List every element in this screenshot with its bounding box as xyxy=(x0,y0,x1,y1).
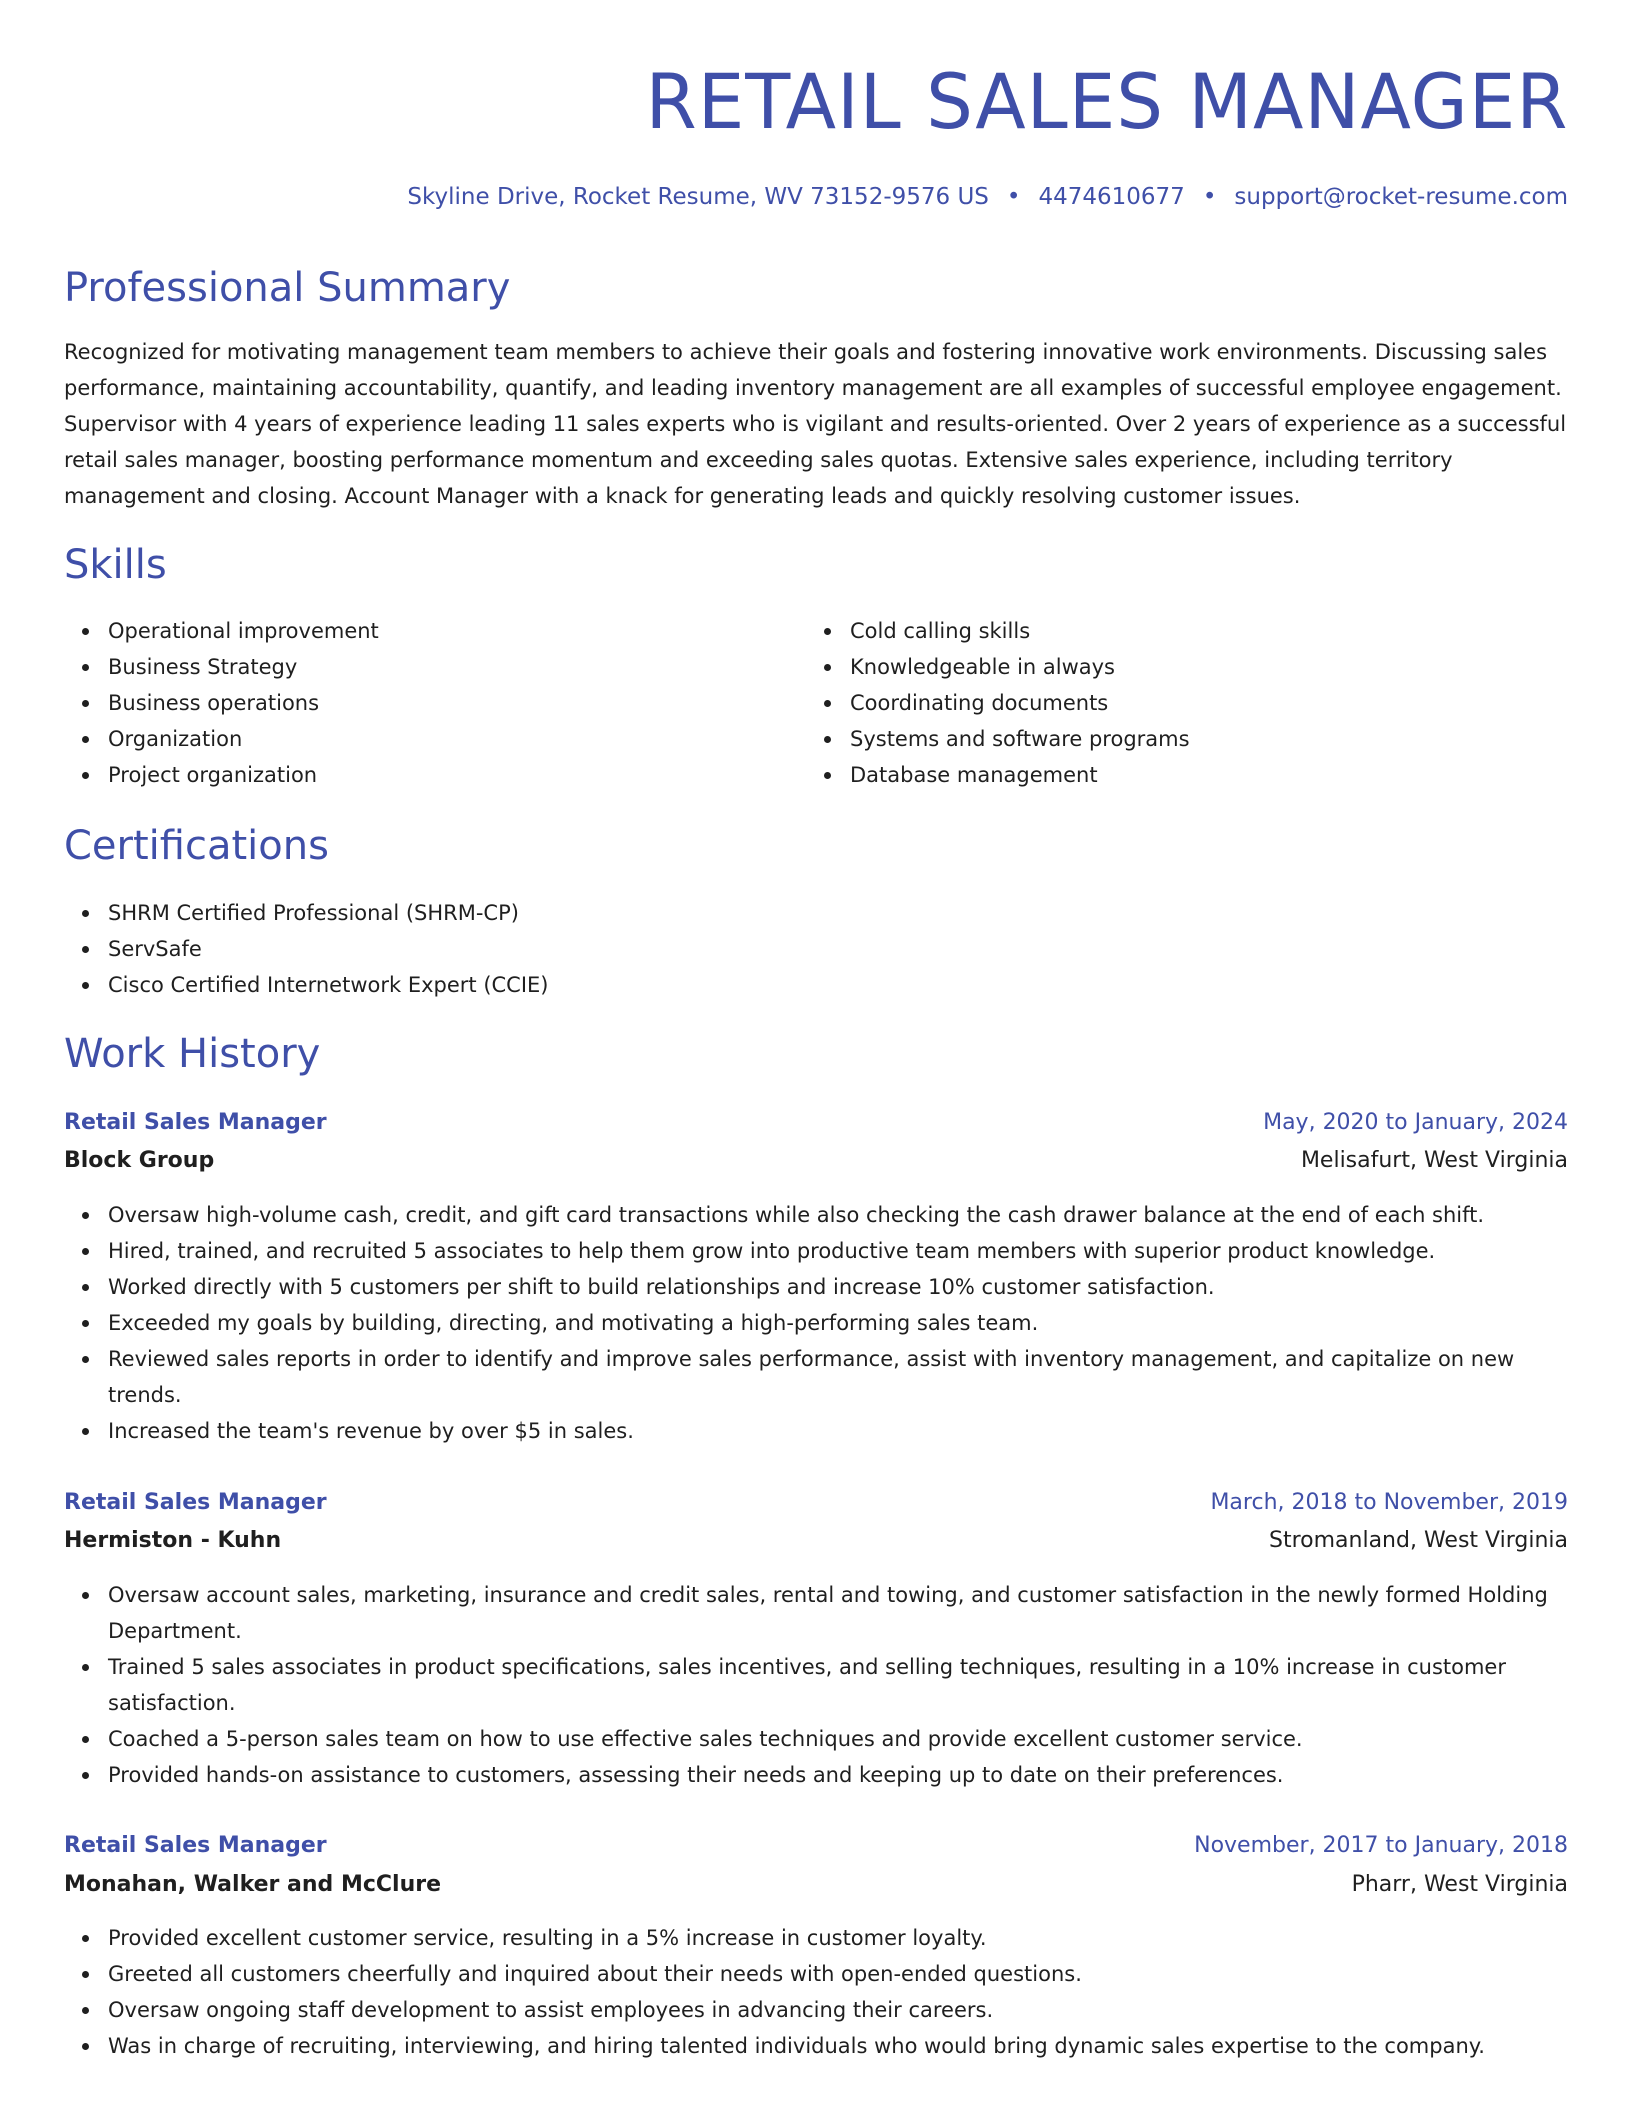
contact-separator: • xyxy=(1006,184,1021,210)
job-bullets xyxy=(64,1920,1568,2064)
summary-text: Recognized for motivating management team members to achieve their goals and fostering innovative work environments. Discussing sales performance, maintaining accountability, quantify, and leading inventory management are all examples of successful employee engagement. Supervisor with 4 years of experience leading 11 sales experts who is vigilant and results-oriented. Over 2 years of experience as a successful retail sales manager, boosting performance momentum and exceeding sales quotas. Extensive sales experience, including territory management and closing. Account Manager with a knack for generating leads and quickly resolving customer issues. xyxy=(64,340,1567,508)
job-company: Block Group xyxy=(64,1148,215,1173)
skill-item: Knowledgeable in always xyxy=(850,649,1550,685)
skill-item: Systems and software programs xyxy=(850,721,1550,757)
contact-email[interactable]: support@rocket-resume.com xyxy=(1234,184,1568,210)
job-location: Melisafurt, West Virginia xyxy=(1300,1148,1568,1173)
skills-heading: Skills xyxy=(64,542,167,588)
certifications-list xyxy=(64,895,1568,1003)
skill-item: Organization xyxy=(108,721,808,757)
skill-item: Cold calling skills xyxy=(850,613,1550,649)
skill-item: Business Strategy xyxy=(108,649,808,685)
job-location: Pharr, West Virginia xyxy=(1351,1872,1568,1897)
skill-item: Project organization xyxy=(108,757,808,793)
contact-address: Skyline Drive, Rocket Resume, WV 73152-9576 US xyxy=(407,184,989,210)
job-title-row xyxy=(64,1828,1568,1864)
job-title: Retail Sales Manager xyxy=(64,1110,327,1135)
job-company-row xyxy=(64,1143,1568,1179)
job-bullet: Oversaw account sales, marketing, insurance and credit sales, rental and towing, and customer satisfaction in the newly formed Holding Department. xyxy=(108,1577,1568,1649)
job-bullet: Greeted all customers cheerfully and inquired about their needs with open-ended questions. xyxy=(108,1956,1568,1992)
contact-separator: • xyxy=(1202,184,1217,210)
job-title: Retail Sales Manager xyxy=(64,1490,327,1515)
job-dates: November, 2017 to January, 2018 xyxy=(1194,1833,1568,1858)
certifications-heading: Certifications xyxy=(64,823,329,869)
resume-name: RETAIL SALES MANAGER xyxy=(645,57,1568,146)
job-bullet: Provided hands-on assistance to customers, assessing their needs and keeping up to date on their preferences. xyxy=(108,1757,1568,1793)
job-company: Monahan, Walker and McClure xyxy=(64,1872,442,1897)
job-bullet: Worked directly with 5 customers per shift to build relationships and increase 10% customer satisfaction. xyxy=(108,1269,1568,1305)
job-title: Retail Sales Manager xyxy=(64,1833,327,1858)
skill-item: Operational improvement xyxy=(108,613,808,649)
job-bullet: Oversaw ongoing staff development to assist employees in advancing their careers. xyxy=(108,1992,1568,2028)
skills-list-left xyxy=(64,613,808,793)
job-title-row xyxy=(64,1105,1568,1141)
skill-item: Database management xyxy=(850,757,1550,793)
job-location: Stromanland, West Virginia xyxy=(1269,1528,1568,1553)
job-dates: March, 2018 to November, 2019 xyxy=(1210,1490,1568,1515)
skill-item: Coordinating documents xyxy=(850,685,1550,721)
job-company: Hermiston - Kuhn xyxy=(64,1528,282,1553)
skills-list-right xyxy=(806,613,1550,793)
job-bullet: Provided excellent customer service, resulting in a 5% increase in customer loyalty. xyxy=(108,1920,1568,1956)
job-title-row xyxy=(64,1485,1568,1521)
contact-line xyxy=(407,180,1568,214)
job-bullet: Oversaw high-volume cash, credit, and gift card transactions while also checking the cash drawer balance at the end of each shift. xyxy=(108,1197,1568,1233)
job-dates: May, 2020 to January, 2024 xyxy=(1263,1110,1568,1135)
job-bullets xyxy=(64,1197,1568,1449)
certification-item: Cisco Certified Internetwork Expert (CCIE) xyxy=(108,967,1568,1003)
job-bullet: Exceeded my goals by building, directing, and motivating a high-performing sales team. xyxy=(108,1305,1568,1341)
job-bullets xyxy=(64,1577,1568,1793)
certification-item: ServSafe xyxy=(108,931,1568,967)
work-history-heading: Work History xyxy=(64,1031,321,1077)
certification-item: SHRM Certified Professional (SHRM-CP) xyxy=(108,895,1568,931)
skill-item: Business operations xyxy=(108,685,808,721)
contact-phone: 4474610677 xyxy=(1038,184,1185,210)
job-bullet: Was in charge of recruiting, interviewing, and hiring talented individuals who would bring dynamic sales expertise to the company. xyxy=(108,2028,1568,2064)
job-bullet: Increased the team's revenue by over $5 in sales. xyxy=(108,1413,1568,1449)
job-company-row xyxy=(64,1523,1568,1559)
summary-heading: Professional Summary xyxy=(64,265,511,311)
job-bullet: Trained 5 sales associates in product specifications, sales incentives, and selling techniques, resulting in a 10% increase in customer satisfaction. xyxy=(108,1649,1568,1721)
job-company-row xyxy=(64,1867,1568,1903)
job-bullet: Coached a 5-person sales team on how to use effective sales techniques and provide excellent customer service. xyxy=(108,1721,1568,1757)
job-bullet: Reviewed sales reports in order to identify and improve sales performance, assist with inventory management, and capitalize on new trends. xyxy=(108,1341,1568,1413)
job-bullet: Hired, trained, and recruited 5 associates to help them grow into productive team members with superior product knowledge. xyxy=(108,1233,1568,1269)
